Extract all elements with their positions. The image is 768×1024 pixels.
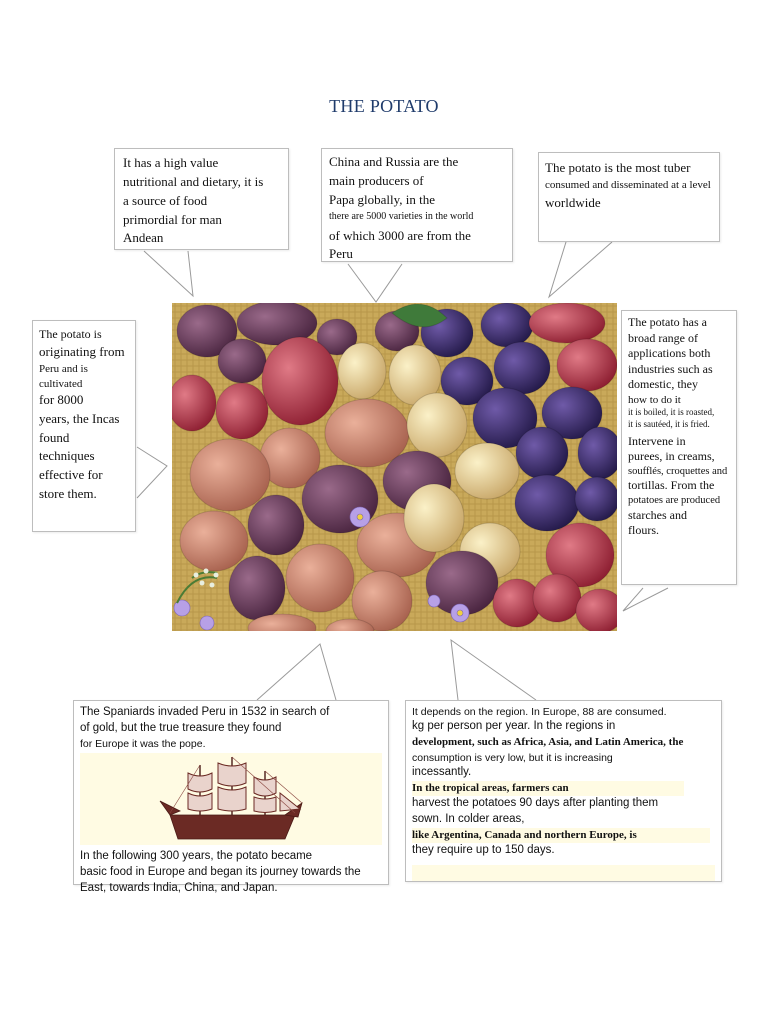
pointer-origin [137,447,167,498]
applications-line: how to do it [628,393,681,406]
producers-line: of which 3000 are from the [329,227,471,243]
consumption-line: consumption is very low, but it is increasing [412,751,613,764]
origin-line: found [39,429,70,445]
origin-line: The potato is [39,327,102,341]
origin-line: techniques [39,448,95,464]
applications-line: flours. [628,523,659,538]
applications-line: industries such as [628,361,713,376]
pointer-producers [348,264,402,302]
consumption-line: kg per person per year. In the regions in [412,720,616,733]
callout-tuber [538,152,720,242]
producers-line: China and Russia are the [329,154,459,169]
applications-line: tortillas. From the [628,478,715,493]
callout-spaniards [73,700,389,894]
callout-nutrition [114,148,289,250]
applications-line: domestic, they [628,377,698,392]
callout-origin [32,320,136,532]
applications-line: soufflés, croquettes and [628,465,728,477]
origin-line: effective for [39,467,103,483]
consumption-line: sown. In colder areas, [412,812,525,825]
producers-line: main producers of [329,172,424,188]
consumption-highlight-band [412,865,715,881]
nutrition-line: primordial for man [123,211,222,227]
callout-applications [621,310,737,585]
ship-illustration [80,753,382,845]
spaniards-line: for Europe it was the pope. [80,737,206,750]
pointer-consumption [451,640,536,700]
consumption-line: they require up to 150 days. [412,843,555,856]
tuber-line: worldwide [545,194,601,210]
spaniards-line: In the following 300 years, the potato became [80,850,313,863]
producers-line: Papa globally, in the [329,191,436,207]
consumption-line: incessantly. [412,766,472,778]
applications-line: it is boiled, it is roasted, [628,407,715,418]
spaniards-line: The Spaniards invaded Peru in 1532 in search of [80,706,330,718]
applications-line: The potato has a [628,315,707,329]
origin-line: Peru and is cultivated [39,363,88,390]
pointer-nutrition [144,251,193,296]
pointer-tuber [549,242,612,297]
nutrition-line: a source of food [123,192,208,208]
page-title: THE POTATO [329,96,439,116]
consumption-line: In the tropical areas, farmers can [412,781,684,796]
tuber-line: consumed and disseminated at a level [545,178,711,191]
pointer-spaniards [257,644,336,700]
nutrition-line: Andean [123,230,164,246]
consumption-line: harvest the potatoes 90 days after planting them [412,797,659,810]
origin-line: originating from [39,344,125,360]
applications-line: Intervene in [628,433,686,448]
origin-line: years, the Incas [39,410,120,426]
potato-varieties-photo [172,303,617,631]
spaniards-line: of gold, but the true treasure they found [80,721,282,734]
applications-line: potatoes are produced [628,495,721,507]
origin-line: for 8000 [39,391,84,407]
spaniards-line: basic food in Europe and began its journey towards the [80,866,361,879]
applications-line: broad range of [628,330,698,345]
consumption-line: It depends on the region. In Europe, 88 are consumed. [412,706,667,718]
callout-producers [321,148,513,262]
callout-consumption [405,700,722,882]
origin-line: store them. [39,486,97,502]
nutrition-line: It has a high value [123,155,219,170]
pointer-applications [623,588,668,611]
spaniards-line: East, towards India, China, and Japan. [80,881,278,894]
consumption-line: development, such as Africa, Asia, and Latin America, the [412,736,684,749]
consumption-line: like Argentina, Canada and northern Europe, is [412,828,710,843]
applications-line: purees, in creams, [628,449,715,464]
applications-line: starches and [628,507,687,522]
producers-line: Peru [329,246,353,262]
tuber-line: The potato is the most tuber [545,160,691,175]
applications-line: it is sautéed, it is fried. [628,418,710,429]
nutrition-line: nutritional and dietary, it is [123,173,264,189]
producers-line: there are 5000 varieties in the world [329,210,474,222]
applications-line: applications both [628,346,711,361]
